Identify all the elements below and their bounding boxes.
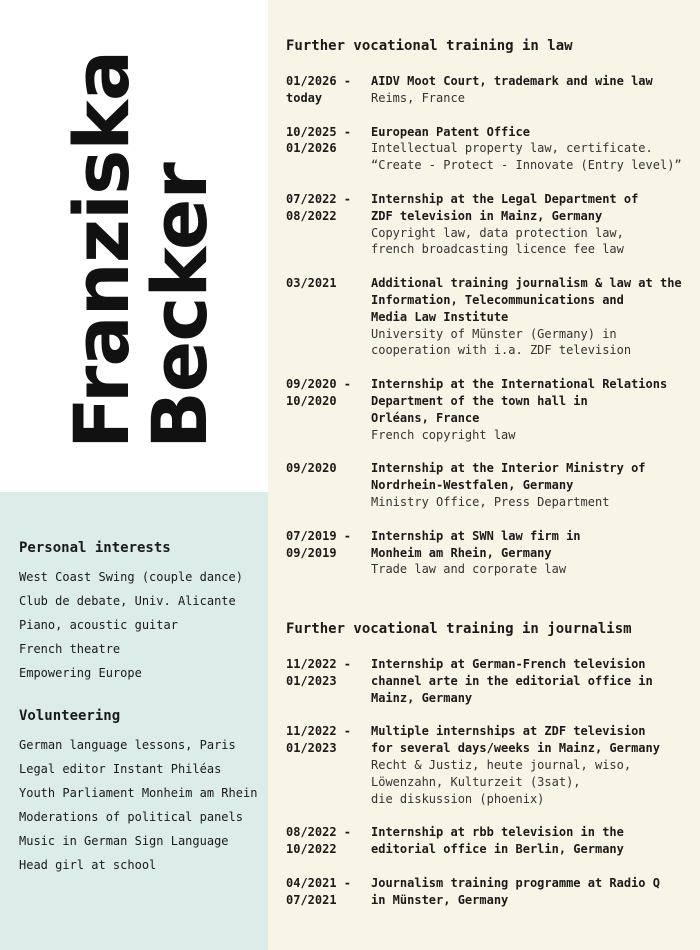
- volunteering-item: German language lessons, Paris: [19, 738, 236, 752]
- entry-description: [371, 723, 691, 807]
- interests-list: [19, 570, 264, 690]
- entry-detail: Recht & Justiz, heute journal, wiso,: [371, 757, 632, 772]
- entry-date-line: 11/2022 -: [286, 657, 352, 671]
- entry-date-line: 01/2023: [286, 673, 337, 688]
- entry-detail: “Create - Protect - Innovate (Entry level)”: [371, 158, 682, 173]
- entry-detail: cooperation with i.a. ZDF television: [371, 343, 632, 358]
- journalism-heading: Further vocational training in journalism: [286, 621, 632, 637]
- entry-date: [286, 824, 371, 858]
- entry-date: [286, 124, 371, 174]
- entry-description: [371, 73, 691, 107]
- entry-date: [286, 376, 371, 443]
- entry-date-line: 10/2022: [286, 842, 337, 857]
- entry-title: Nordrhein-Westfalen, Germany: [371, 478, 574, 493]
- entry-title: Mainz, Germany: [371, 690, 473, 705]
- volunteering-item: Youth Parliament Monheim am Rhein: [19, 786, 258, 800]
- entry-date: [286, 656, 371, 706]
- entry-detail: Intellectual property law, certificate.: [371, 141, 653, 156]
- entry-detail: die diskussion (phoenix): [371, 791, 545, 806]
- entry-date-line: 08/2022: [286, 208, 337, 223]
- entry-date: [286, 528, 371, 578]
- candidate-name: [57, 50, 224, 450]
- entry-date-line: 09/2019: [286, 545, 337, 560]
- entry-date: [286, 875, 371, 909]
- training-entry: [286, 275, 691, 359]
- entry-title: Orléans, France: [371, 410, 480, 425]
- training-entry: [286, 376, 691, 443]
- entry-detail: Copyright law, data protection law,: [371, 225, 624, 240]
- entry-date-line: 10/2025 -: [286, 124, 352, 139]
- entry-date-line: 07/2021: [286, 892, 337, 907]
- entry-date-line: 07/2022 -: [286, 191, 352, 206]
- entry-date-line: 01/2026: [286, 141, 337, 156]
- volunteering-item: Music in German Sign Language: [19, 834, 229, 848]
- law-entries: [286, 73, 691, 578]
- entry-date-line: 04/2021 -: [286, 875, 352, 890]
- entry-description: [371, 124, 691, 174]
- entry-title: Internship at SWN law firm in: [371, 528, 581, 543]
- volunteering-heading: Volunteering: [19, 708, 121, 724]
- entry-detail: Ministry Office, Press Department: [371, 494, 610, 509]
- entry-date-line: 10/2020: [286, 393, 337, 408]
- training-entry: [286, 723, 691, 807]
- entry-date: [286, 191, 371, 258]
- volunteering-section: [19, 708, 264, 882]
- entry-date-line: 09/2020: [286, 461, 337, 476]
- entry-description: [371, 528, 691, 578]
- entry-title: channel arte in the editorial office in: [371, 673, 653, 688]
- entry-title: Internship at the International Relations: [371, 377, 668, 392]
- entry-date-line: today: [286, 90, 323, 105]
- entry-title: Monheim am Rhein, Germany: [371, 545, 552, 560]
- entry-title: Department of the town hall in: [371, 393, 588, 408]
- entry-description: [371, 656, 691, 706]
- entry-title: for several days/weeks in Mainz, Germany: [371, 741, 660, 756]
- entry-description: [371, 376, 691, 443]
- entry-title: in Münster, Germany: [371, 892, 509, 907]
- interests-section: [19, 540, 264, 690]
- entry-description: [371, 824, 691, 858]
- entry-title: Internship at German-French television: [371, 657, 646, 671]
- volunteering-list: [19, 738, 264, 882]
- training-entry: [286, 875, 691, 909]
- entry-title: Multiple internships at ZDF television: [371, 724, 646, 739]
- interest-item: Piano, acoustic guitar: [19, 618, 178, 632]
- volunteering-item: Moderations of political panels: [19, 810, 243, 824]
- entry-title: Journalism training programme at Radio Q: [371, 875, 660, 890]
- last-name: Becker: [135, 163, 224, 450]
- entry-description: [371, 875, 691, 909]
- interest-item: West Coast Swing (couple dance): [19, 570, 243, 584]
- entry-date-line: 09/2020 -: [286, 377, 352, 392]
- interest-item: French theatre: [19, 642, 121, 656]
- entry-date: [286, 460, 371, 510]
- entry-title: Media Law Institute: [371, 309, 509, 324]
- training-entry: [286, 528, 691, 578]
- training-entry: [286, 824, 691, 858]
- entry-date-line: 07/2019 -: [286, 528, 352, 543]
- entry-date: [286, 275, 371, 359]
- sidebar: [19, 540, 264, 882]
- entry-title: editorial office in Berlin, Germany: [371, 842, 624, 857]
- entry-description: [371, 460, 691, 510]
- entry-date: [286, 73, 371, 107]
- first-name: Franziska: [57, 50, 146, 450]
- interest-item: Empowering Europe: [19, 666, 142, 680]
- entry-detail: Trade law and corporate law: [371, 562, 567, 577]
- entry-title: AIDV Moot Court, trademark and wine law: [371, 74, 653, 88]
- entry-detail: Reims, France: [371, 90, 465, 105]
- entry-detail: Löwenzahn, Kulturzeit (3sat),: [371, 774, 581, 789]
- training-entry: [286, 460, 691, 510]
- entry-detail: French copyright law: [371, 427, 516, 442]
- entry-title: Additional training journalism & law at the: [371, 276, 682, 291]
- entry-description: [371, 275, 691, 359]
- entry-date-line: 01/2023: [286, 741, 337, 756]
- entry-date: [286, 723, 371, 807]
- name-block: [26, 40, 256, 460]
- entry-title: Internship at the Interior Ministry of: [371, 461, 646, 476]
- law-heading: Further vocational training in law: [286, 38, 573, 54]
- entry-date-line: 08/2022 -: [286, 825, 352, 840]
- training-entry: [286, 73, 691, 107]
- interests-heading: Personal interests: [19, 540, 171, 556]
- entry-title: Information, Telecommunications and: [371, 292, 624, 307]
- volunteering-item: Legal editor Instant Philéas: [19, 762, 222, 776]
- journalism-entries: [286, 656, 691, 909]
- volunteering-item: Head girl at school: [19, 858, 157, 872]
- training-entry: [286, 124, 691, 174]
- entry-title: Internship at rbb television in the: [371, 825, 624, 840]
- entry-detail: University of Münster (Germany) in: [371, 326, 617, 341]
- entry-title: European Patent Office: [371, 124, 530, 139]
- entry-detail: french broadcasting licence fee law: [371, 242, 624, 257]
- entry-date-line: 11/2022 -: [286, 724, 352, 739]
- entry-date-line: 01/2026 -: [286, 74, 352, 88]
- entry-date-line: 03/2021: [286, 276, 337, 291]
- training-entry: [286, 656, 691, 706]
- entry-title: Internship at the Legal Department of: [371, 191, 639, 206]
- interest-item: Club de debate, Univ. Alicante: [19, 594, 236, 608]
- training-entry: [286, 191, 691, 258]
- entry-description: [371, 191, 691, 258]
- entry-title: ZDF television in Mainz, Germany: [371, 208, 603, 223]
